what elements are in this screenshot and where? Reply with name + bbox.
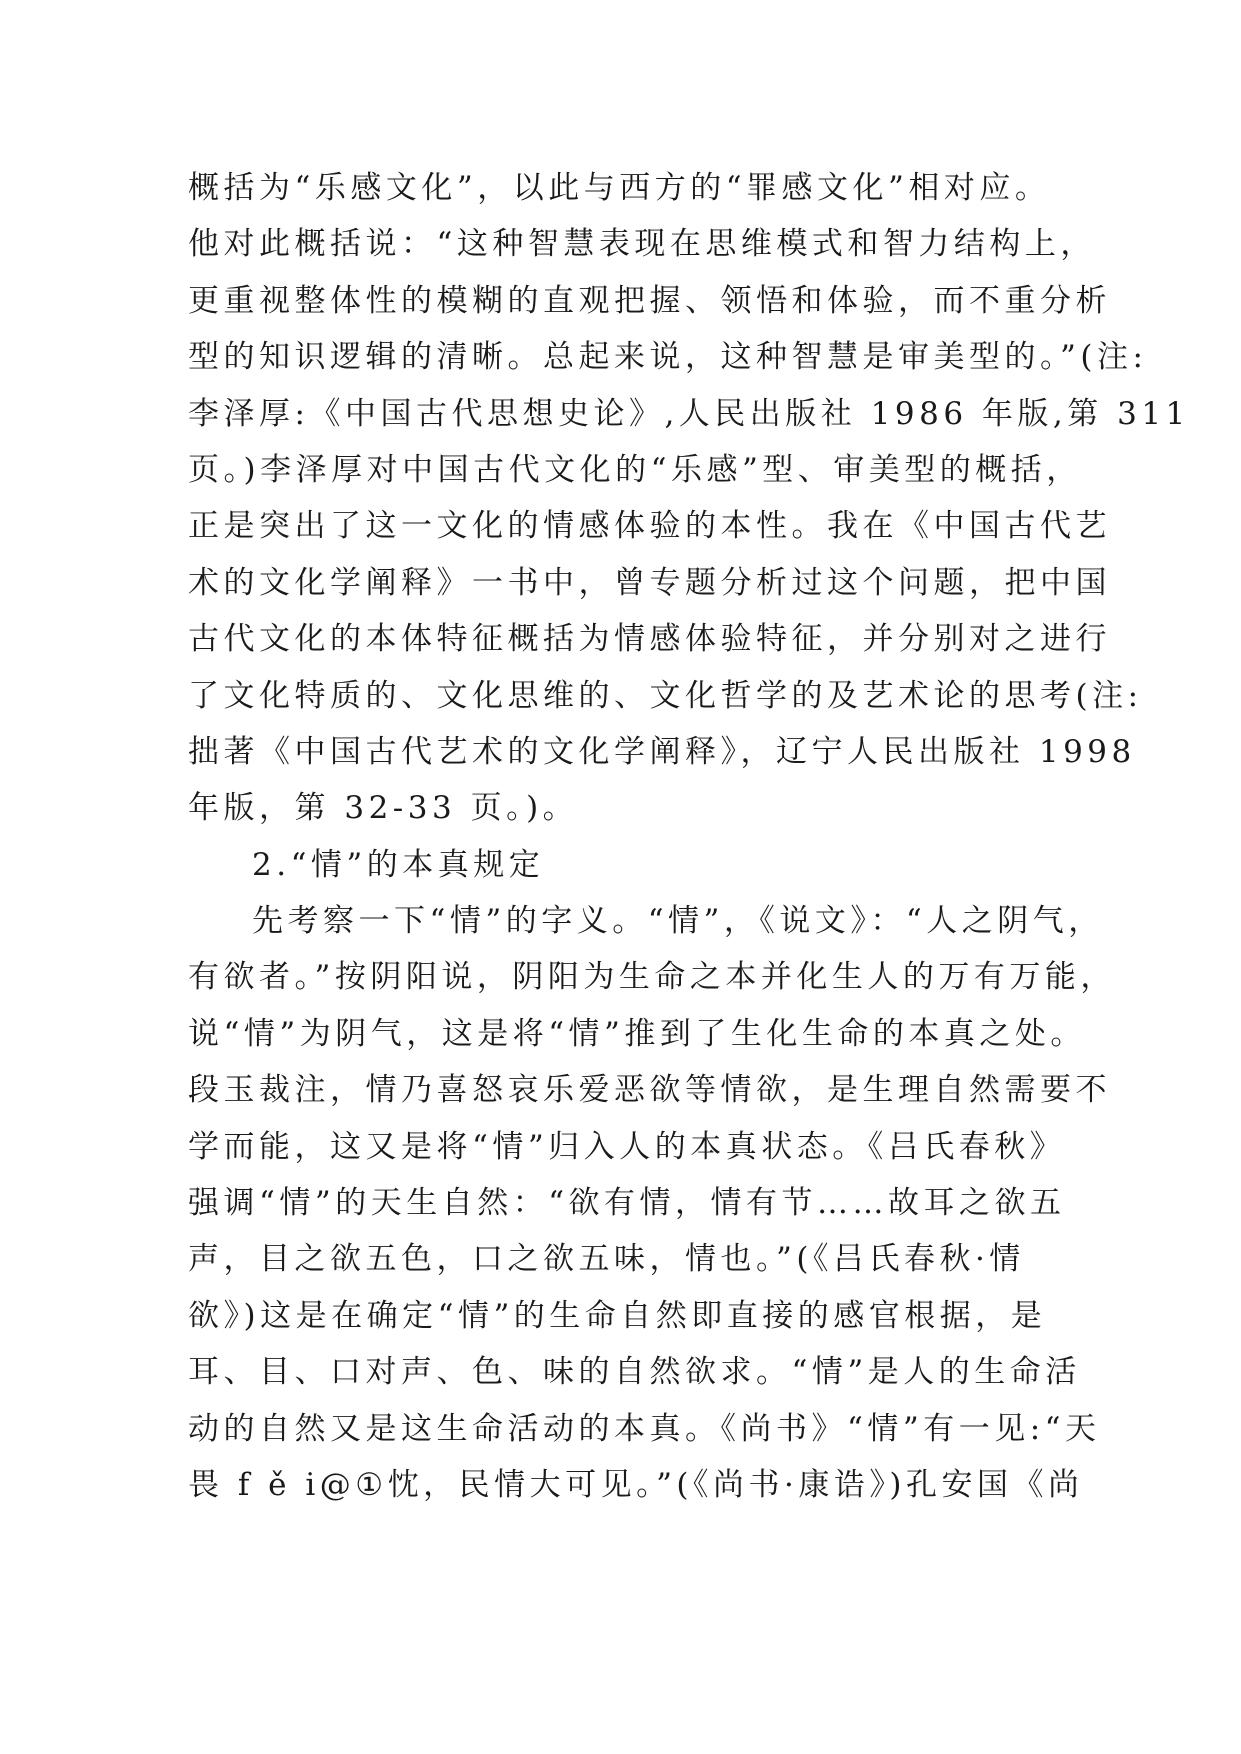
text-line: 他对此概括说：“这种智慧表现在思维模式和智力结构上，	[188, 226, 1096, 263]
text-line: 术的文化学阐释》一书中，曾专题分析过这个问题，把中国	[188, 564, 1111, 601]
text-line: 型的知识逻辑的清晰。总起来说，这种智慧是审美型的。”(注:	[188, 339, 1148, 376]
text-line: 年版，第 32-33 页。)。	[188, 790, 579, 827]
text-line: 畏 f ě i@①忱，民情大可见。”(《尚书·康诰》)孔安国《尚	[188, 1466, 1084, 1503]
text-line: 正是突出了这一文化的情感体验的本性。我在《中国古代艺	[188, 508, 1111, 545]
text-line: 了文化特质的、文化思维的、文化哲学的及艺术论的思考(注:	[188, 677, 1143, 714]
text-line: 古代文化的本体特征概括为情感体验特征，并分别对之进行	[188, 621, 1111, 658]
text-line: 欲》)这是在确定“情”的生命自然即直接的感官根据，是	[188, 1297, 1047, 1334]
text-line: 说“情”为阴气，这是将“情”推到了生化生命的本真之处。	[188, 1015, 1086, 1052]
text-line: 拙著《中国古代艺术的文化学阐释》，辽宁人民出版社 1998	[188, 733, 1136, 770]
text-line: 声，目之欲五色，口之欲五味，情也。”(《吕氏春秋·情	[188, 1241, 1025, 1278]
text-line: 段玉裁注，情乃喜怒哀乐爱恶欲等情欲，是生理自然需要不	[188, 1072, 1111, 1109]
text-line: 动的自然又是这生命活动的本真。《尚书》“情”有一见:“天	[188, 1410, 1101, 1447]
text-line: 更重视整体性的模糊的直观把握、领悟和体验，而不重分析	[188, 282, 1111, 319]
text-line: 有欲者。”按阴阳说，阴阳为生命之本并化生人的万有万能，	[188, 959, 1116, 996]
text-line: 学而能，这又是将“情”归入人的本真状态。《吕氏春秋》	[188, 1128, 1066, 1165]
text-line: 强调“情”的天生自然：“欲有情，情有节……故耳之欲五	[188, 1185, 1066, 1222]
text-line: 李泽厚:《中国古代思想史论》,人民出版社 1986 年版,第 311	[188, 395, 1190, 432]
section-heading: 2.“情”的本真规定	[252, 846, 545, 883]
text-line: 先考察一下“情”的字义。“情”，《说文》：“人之阴气，	[252, 903, 1104, 940]
body-text	[188, 160, 1190, 1513]
text-line: 页。)李泽厚对中国古代文化的“乐感”型、审美型的概括，	[188, 451, 1082, 488]
text-line: 概括为“乐感文化”，以此与西方的“罪感文化”相对应。	[188, 170, 1051, 206]
text-line: 耳、目、口对声、色、味的自然欲求。“情”是人的生命活	[188, 1354, 1081, 1391]
